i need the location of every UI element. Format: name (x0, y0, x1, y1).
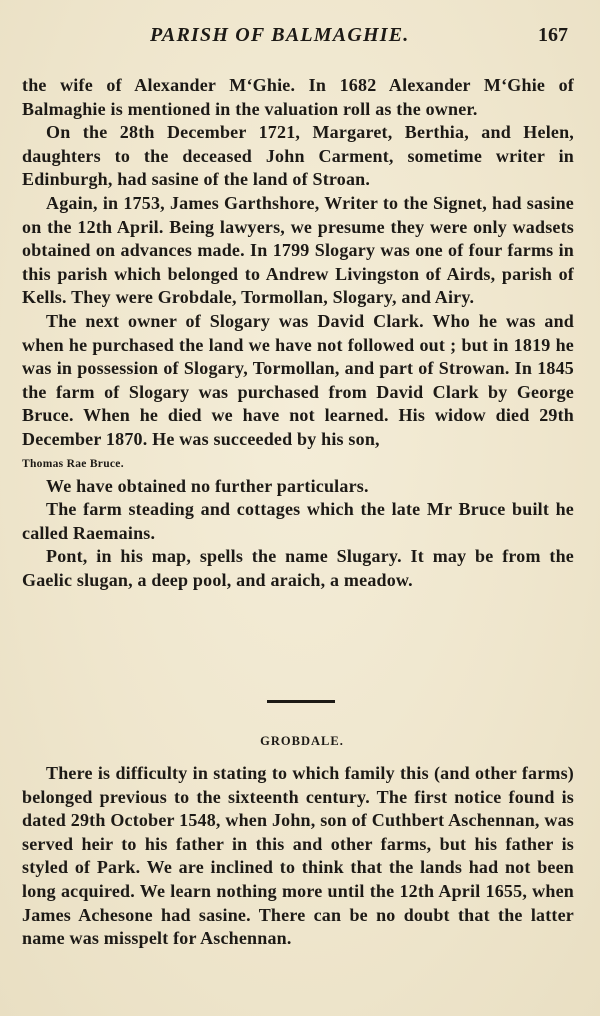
paragraph-grobdale: There is difficulty in stating to which family this (and other farms) belonged previous to the sixteenth century. The first notice found is dated 29th October 1548, when John, son of Cuthbert Aschennan, was served heir to his father in this and other farms, but his father is styled of Park. We are inclined to think that the lands had not been long acquired. We learn nothing more until the 12th April 1655, when James Achesone had sasine. There can be no doubt that the latter name was misspelt for Aschennan. (22, 763, 574, 949)
paragraph-continued: the wife of Alexander M‘Ghie. In 1682 Alexander M‘Ghie of Balmaghie is mentioned in the valuation roll as the owner. (22, 75, 574, 119)
section-text (22, 762, 574, 951)
running-header (0, 24, 600, 52)
paragraph-garthshore: Again, in 1753, James Garthshore, Writer to the Signet, had sasine on the 12th April. Being lawyers, we presume they were only wadsets obtained on advances made. In 1799 Slogary was one of four farms in this parish which belonged to Andrew Livingston of Airds, parish of Kells. They were Grobdale, Tormollan, Slogary, and Airy. (22, 192, 574, 308)
paragraph-raemains: The farm steading and cottages which the late Mr Bruce built he called Raemains. (22, 499, 574, 543)
paragraph-no-particulars: We have obtained no further particulars. (46, 475, 369, 496)
paragraph-carment-sasine: On the 28th December 1721, Margaret, Berthia, and Helen, daughters to the deceased John Carment, sometime writer in Edinburgh, had sasine of the land of Stroan. (22, 122, 574, 190)
paragraph-pont-map: Pont, in his map, spells the name Slugary. It may be from the Gaelic slugan, a deep pool, and araich, a meadow. (22, 546, 574, 590)
paragraph-david-clark: The next owner of Slogary was David Clark. Who he was and when he purchased the land we have not followed out ; but in 1819 he was in possession of Slogary, Tormollan, and part of Strowan. In 1845 the farm of Slogary was purchased from David Clark by George Bruce. When he died we have not learned. His widow died 29th December 1870. He was succeeded by his son, (22, 310, 574, 449)
section-divider-rule (267, 700, 335, 703)
running-title: PARISH OF BALMAGHIE. (150, 24, 410, 46)
section-heading: GROBDALE. (260, 734, 344, 748)
main-text (22, 74, 574, 592)
subject-name: Thomas Rae Bruce. (22, 457, 124, 470)
page-number: 167 (538, 24, 568, 46)
